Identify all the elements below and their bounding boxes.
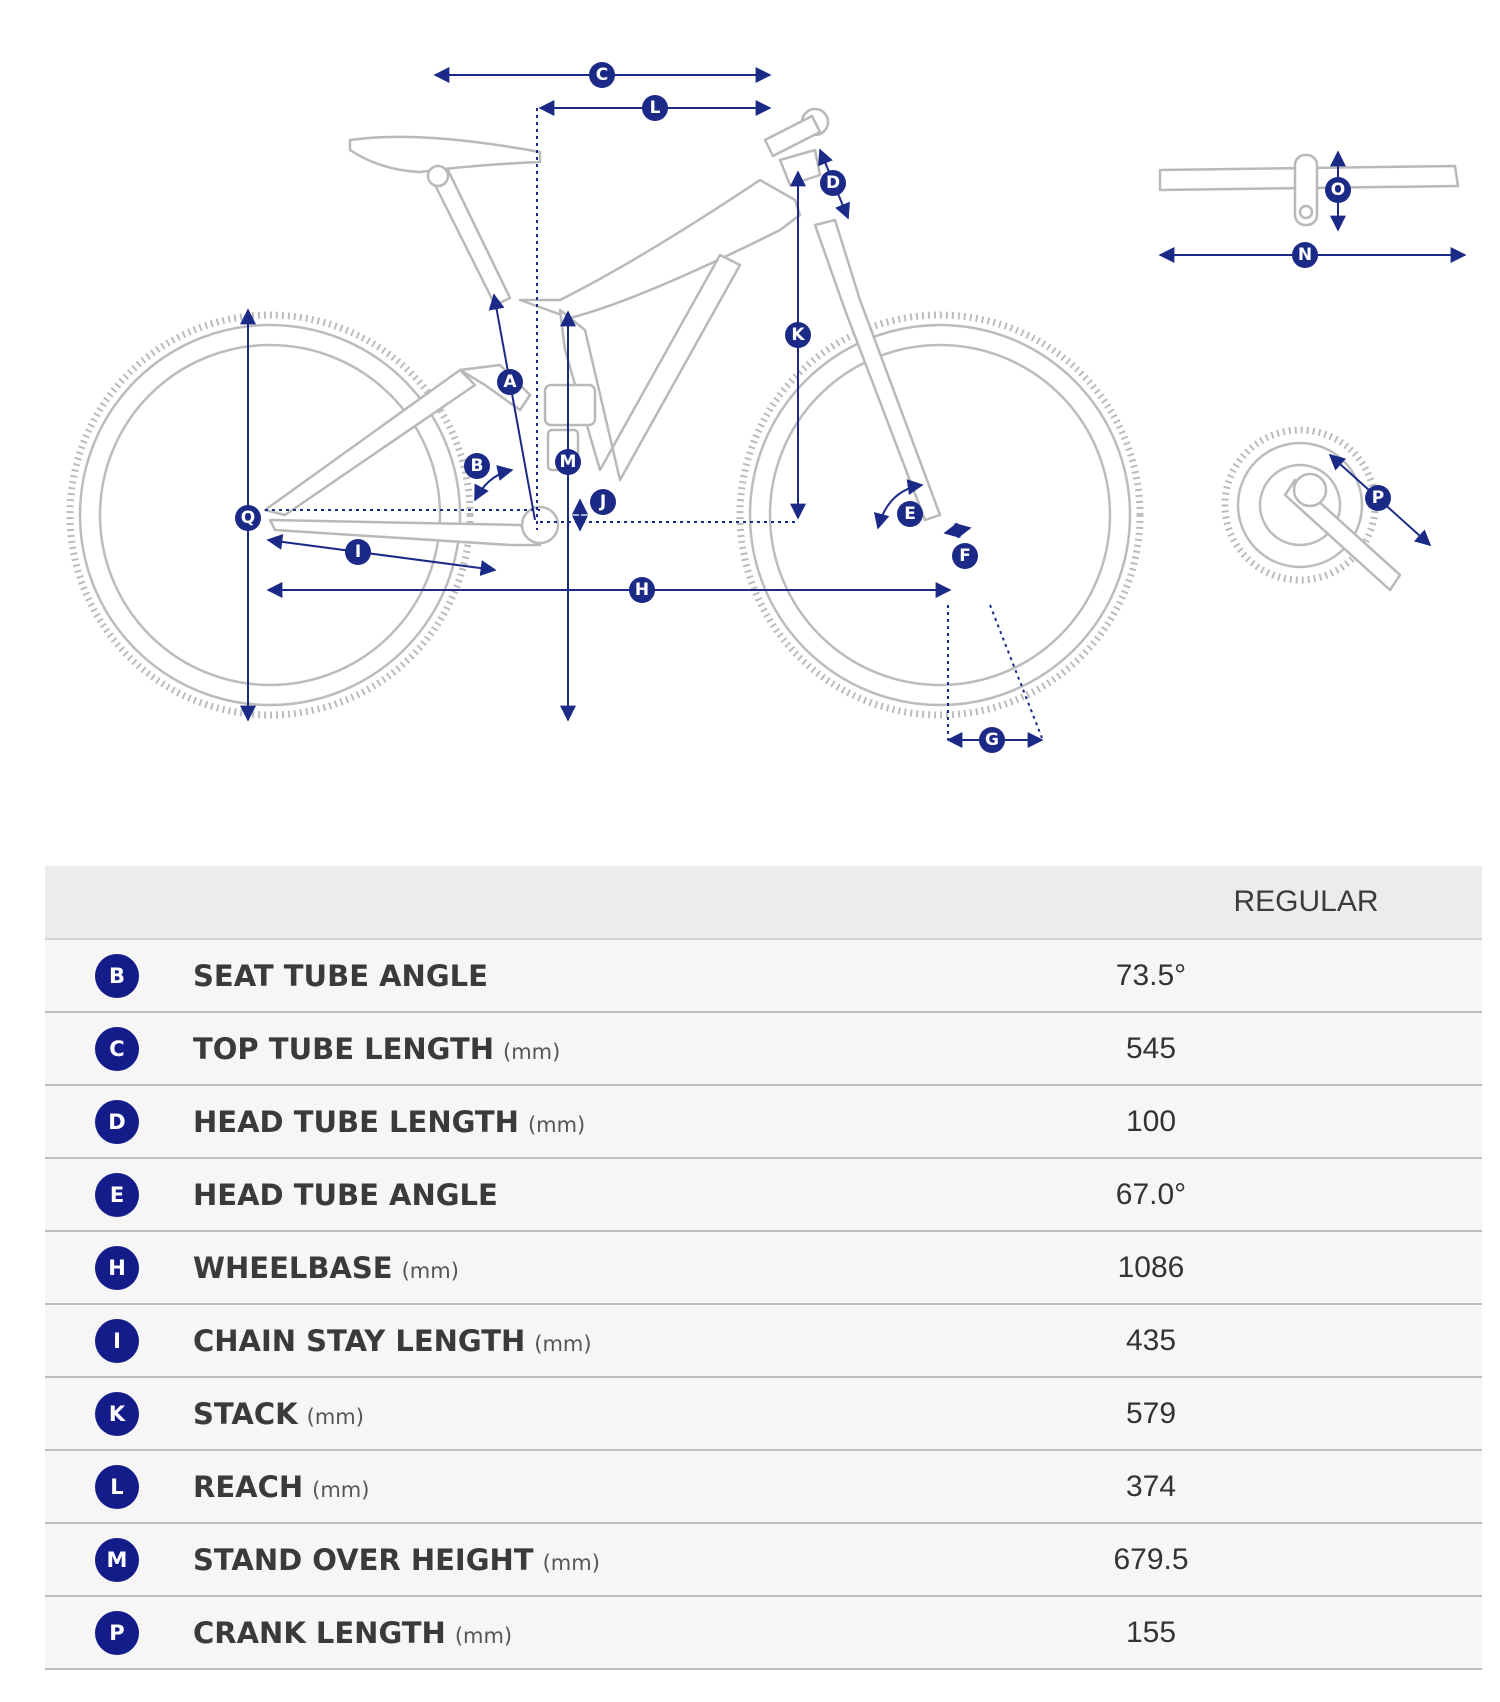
label-c <box>589 62 615 88</box>
label-o <box>1325 177 1351 203</box>
label-f <box>952 543 978 569</box>
measurement-unit: (mm) <box>527 1112 586 1137</box>
measurement-unit: (mm) <box>503 1039 561 1064</box>
svg-text:B: B <box>470 456 484 476</box>
label-q <box>235 505 261 531</box>
measurement-value: 67.0° <box>1115 1177 1187 1211</box>
measurement-name: HEAD TUBE ANGLE <box>193 1177 498 1212</box>
measurement-value: 374 <box>1125 1469 1177 1503</box>
measurement-name: STACK <box>193 1396 298 1431</box>
label-j <box>590 489 616 515</box>
handlebar-detail <box>1160 155 1458 225</box>
measurement-unit: (mm) <box>542 1550 600 1575</box>
svg-text:P: P <box>1371 488 1385 508</box>
measurement-value: 155 <box>1125 1615 1177 1649</box>
label-h <box>629 577 655 603</box>
svg-text:K: K <box>791 325 805 345</box>
svg-text:D: D <box>825 173 841 193</box>
measurement-unit: (mm) <box>306 1404 364 1429</box>
row-letter-badge: D <box>95 1100 139 1144</box>
table-row <box>45 939 1482 1012</box>
table-row <box>45 1012 1482 1085</box>
measurement-unit: (mm) <box>454 1623 513 1648</box>
svg-text:E: E <box>904 504 916 524</box>
measurement-name: CHAIN STAY LENGTH <box>193 1323 526 1358</box>
geometry-table <box>45 866 1482 1670</box>
label-l <box>642 95 668 121</box>
svg-text:J: J <box>599 492 607 512</box>
row-letter-badge: P <box>95 1611 139 1655</box>
svg-text:Q: Q <box>240 508 256 528</box>
measurement-name: REACH <box>193 1469 304 1504</box>
svg-text:A: A <box>503 372 517 392</box>
measurement-name: CRANK LENGTH <box>193 1615 446 1650</box>
measurement-name: TOP TUBE LENGTH <box>193 1031 495 1066</box>
row-letter-badge: I <box>95 1319 139 1363</box>
rear-wheel <box>70 315 470 715</box>
label-p <box>1365 485 1391 511</box>
column-header-regular: REGULAR <box>1233 885 1379 918</box>
measurement-value: 435 <box>1125 1323 1177 1357</box>
measurement-value: 545 <box>1125 1031 1177 1065</box>
table-row <box>45 1596 1482 1669</box>
measurement-unit: (mm) <box>401 1258 459 1283</box>
svg-text:M: M <box>559 452 577 472</box>
measurement-value: 579 <box>1125 1396 1177 1430</box>
measurement-value: 1086 <box>1117 1250 1185 1284</box>
table-row <box>45 1085 1482 1158</box>
row-letter-badge: K <box>95 1392 139 1436</box>
bike-geometry-diagram <box>0 0 1500 820</box>
table-row <box>45 1304 1482 1377</box>
svg-text:O: O <box>1330 180 1346 200</box>
row-letter-badge: C <box>95 1027 139 1071</box>
measurement-value: 679.5 <box>1113 1542 1189 1576</box>
measurement-value: 100 <box>1125 1104 1177 1138</box>
label-k <box>785 322 811 348</box>
measurement-unit: (mm) <box>312 1477 370 1502</box>
svg-text:C: C <box>595 65 609 85</box>
measurement-name: WHEELBASE <box>193 1250 393 1285</box>
measurement-value: 73.5° <box>1115 958 1187 992</box>
row-letter-badge: B <box>95 954 139 998</box>
measurement-name: HEAD TUBE LENGTH <box>193 1104 519 1139</box>
label-i <box>345 539 371 565</box>
svg-text:G: G <box>985 730 999 750</box>
table-row <box>45 1231 1482 1304</box>
svg-text:F: F <box>959 546 971 566</box>
label-n <box>1292 242 1318 268</box>
table-row <box>45 1158 1482 1231</box>
svg-text:L: L <box>649 98 661 118</box>
table-row <box>45 1523 1482 1596</box>
measurement-name: STAND OVER HEIGHT <box>193 1542 534 1577</box>
measurement-unit: (mm) <box>534 1331 592 1356</box>
label-a <box>497 369 523 395</box>
svg-text:H: H <box>634 580 650 600</box>
svg-text:I: I <box>354 542 362 562</box>
label-d <box>820 170 846 196</box>
label-b <box>464 453 490 479</box>
row-letter-badge: H <box>95 1246 139 1290</box>
row-letter-badge: L <box>95 1465 139 1509</box>
table-row <box>45 1377 1482 1450</box>
label-e <box>897 501 923 527</box>
table-header-row <box>45 866 1482 939</box>
table-row <box>45 1450 1482 1523</box>
row-letter-badge: E <box>95 1173 139 1217</box>
measurement-name: SEAT TUBE ANGLE <box>193 958 488 993</box>
label-g <box>979 727 1005 753</box>
label-m <box>555 449 581 475</box>
svg-text:N: N <box>1297 245 1313 265</box>
row-letter-badge: M <box>95 1538 139 1582</box>
